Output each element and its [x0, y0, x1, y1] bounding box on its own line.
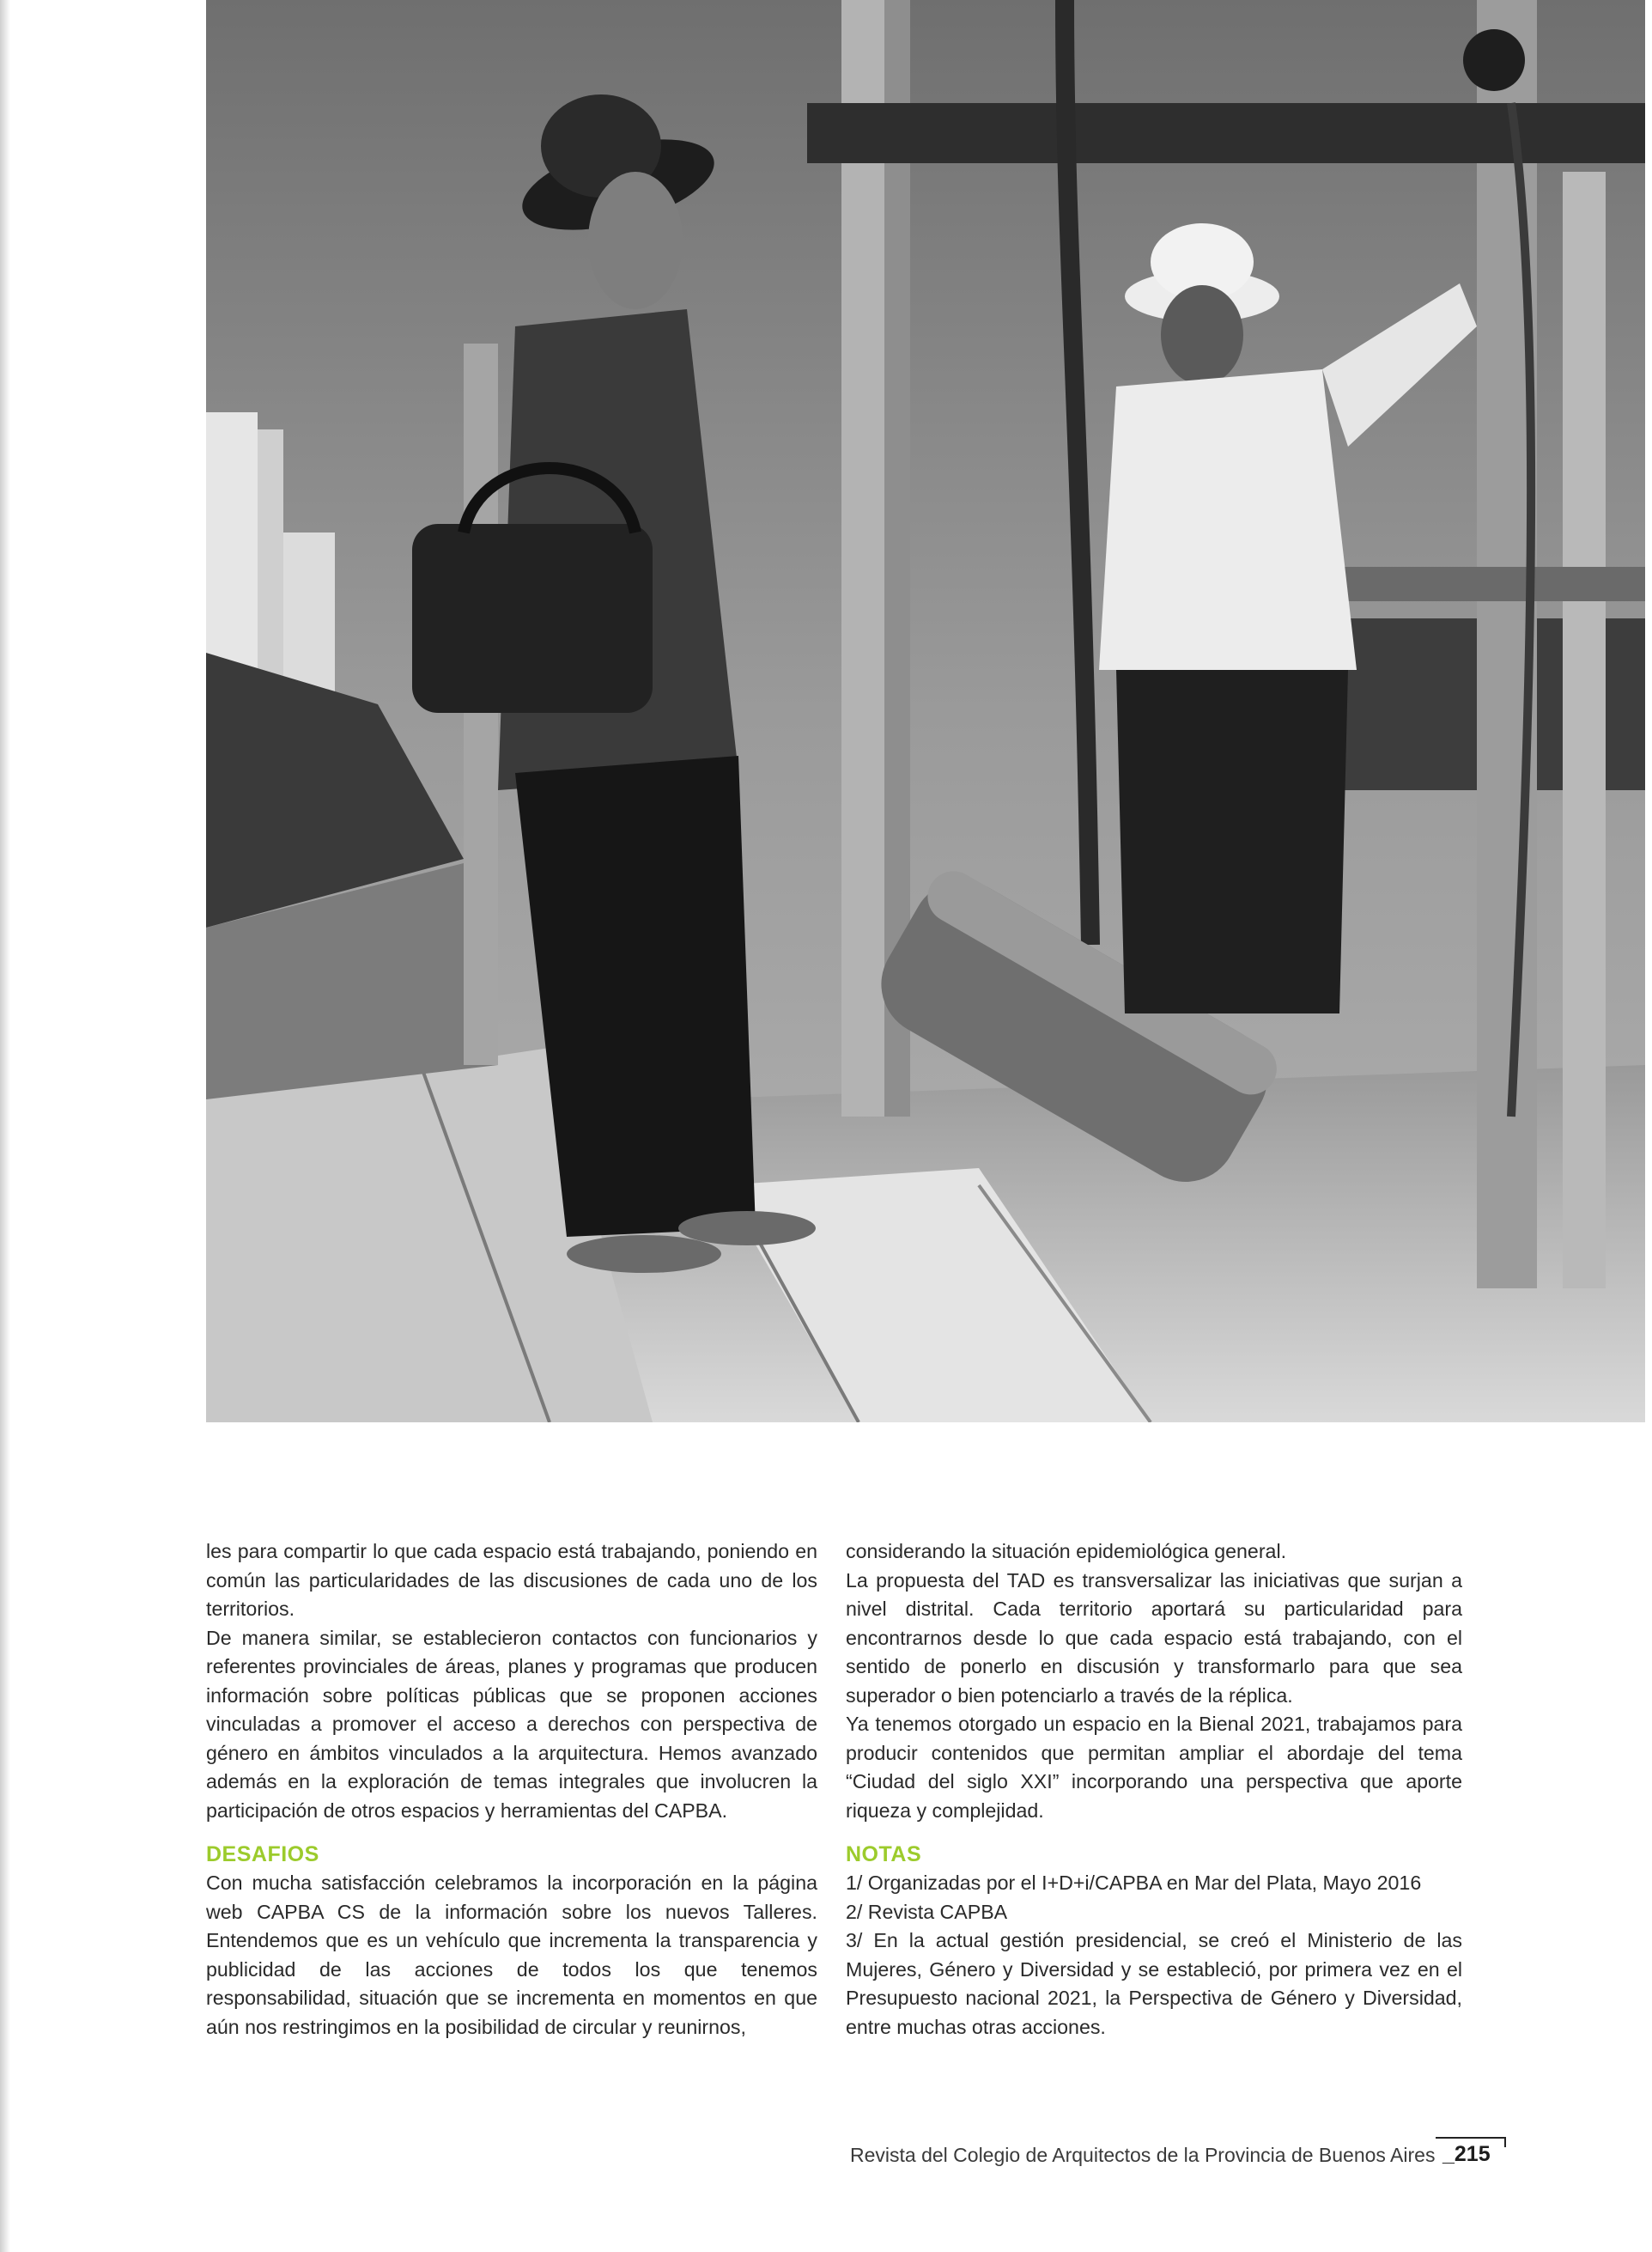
page-footer [850, 2144, 1503, 2178]
right-paragraph-1: considerando la situación epidemiológica general. [846, 1540, 1287, 1562]
note-item-1: 1/ Organizadas por el I+D+i/CAPBA en Mar del Plata, Mayo 2016 [846, 1872, 1422, 1894]
notes-list [846, 1869, 1462, 2042]
right-paragraph-2: La propuesta del TAD es transversalizar las iniciativas que surjan a nivel distrital. Cada territorio aportará su particularidad para encontrarnos desde lo que cada espacio está trabajando, con el sentido de ponerlo en discusión y transformarlo para que sea superador o bien potenciarlo a través de la réplica. [846, 1568, 1462, 1707]
construction-photo [206, 0, 1645, 1422]
construction-photo-illustration [206, 0, 1645, 1422]
heading-desafios: DESAFIOS [206, 1842, 319, 1866]
note-item-2: 2/ Revista CAPBA [846, 1900, 1008, 1923]
note-item-3: 3/ En la actual gestión presidencial, se creó el Ministerio de las Mujeres, Género y Diversidad y se estableció, por primera vez en el Presupuesto nacional 2021, la Perspectiva de Género y Diversidad, entre muchas otras acciones. [846, 1929, 1462, 2038]
page-number: _215 [1442, 2142, 1491, 2166]
page-gutter-shadow [0, 0, 10, 2252]
left-paragraph-2: De manera similar, se establecieron contactos con funcionarios y referentes provinciales de áreas, planes y programas que producen información sobre políticas públicas que se proponen acciones vinculadas a promover el acceso a derechos con perspectiva de género en ámbitos vinculados a la arquitectura. Hemos avanzado además en la exploración de temas integrales que involucren la participación de otros espacios y herramientas del CAPBA. [206, 1626, 817, 1822]
desafios-paragraph: Con mucha satisfacción celebramos la incorporación en la página web CAPBA CS de la información sobre los nuevos Talleres. Entendemos que es un vehículo que incrementa la transparencia y publicidad de las acciones de todos los que tenemos responsabilidad, situación que se incrementa en momentos en que aún nos restringimos en la posibilidad de circular y reunirnos, [206, 1872, 817, 2038]
right-paragraph-3: Ya tenemos otorgado un espacio en la Bienal 2021, trabajamos para producir contenidos que permitan ampliar el abordaje del tema “Ciudad del siglo XXI” incorporando una perspectiva que aporte riqueza y complejidad. [846, 1713, 1462, 1822]
publication-name: Revista del Colegio de Arquitectos de la Provincia de Buenos Aires [850, 2144, 1436, 2166]
right-text-column [846, 1537, 1462, 2042]
heading-notas: NOTAS [846, 1842, 922, 1866]
left-paragraph-1: les para compartir lo que cada espacio está trabajando, poniendo en común las particularidades de las discusiones de cada uno de los territorios. [206, 1540, 817, 1620]
left-text-column [206, 1537, 817, 2042]
